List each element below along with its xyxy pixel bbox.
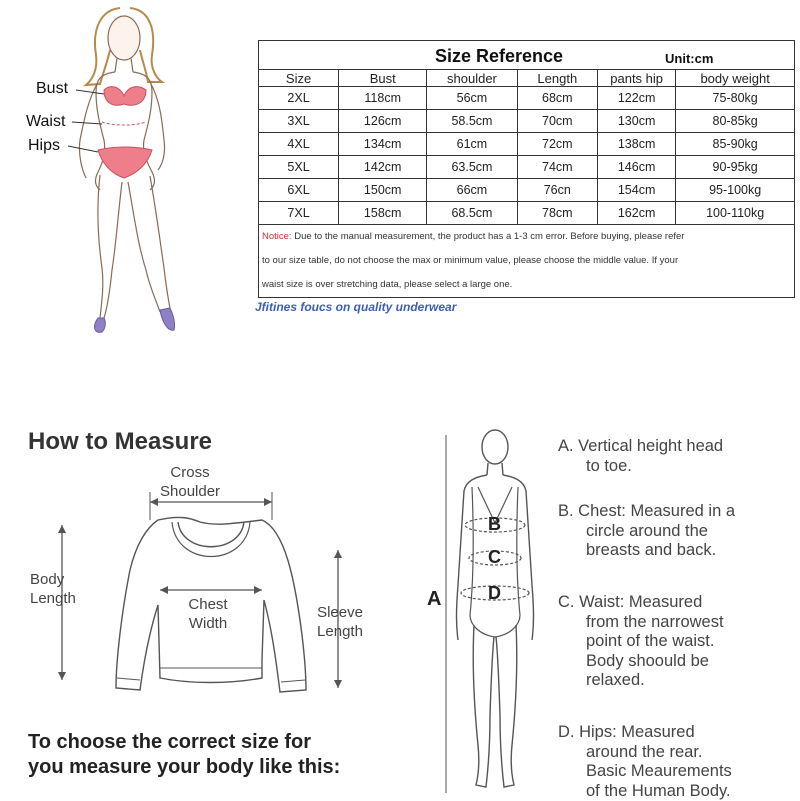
instruction-b: B. Chest: Measured in a circle around the breasts and back. xyxy=(558,502,736,559)
cell-body-weight: 75-80kg xyxy=(676,87,795,110)
instruction-d: D. Hips: Measured around the rear. Basic Meaurements of the Human Body. xyxy=(558,723,732,800)
table-row xyxy=(259,156,795,179)
letter-b-label: B xyxy=(488,514,501,534)
col-header-length: Length xyxy=(517,70,597,87)
instruction-a: A. Vertical height head to toe. xyxy=(558,437,724,475)
notice-line-1 xyxy=(259,225,794,249)
cell-length: 74cm xyxy=(517,156,597,179)
col-header-pants-hip: pants hip xyxy=(597,70,675,87)
body-length-label: Body Length xyxy=(30,571,76,607)
letter-d-label: D xyxy=(488,583,501,603)
cell-size: 6XL xyxy=(259,179,339,202)
cell-pants-hip: 146cm xyxy=(597,156,675,179)
cell-shoulder: 66cm xyxy=(427,179,517,202)
cell-body-weight: 80-85kg xyxy=(676,110,795,133)
cell-bust: 142cm xyxy=(339,156,427,179)
size-reference-table xyxy=(258,40,795,298)
cell-pants-hip: 130cm xyxy=(597,110,675,133)
cell-length: 76cn xyxy=(517,179,597,202)
cell-size: 5XL xyxy=(259,156,339,179)
table-row xyxy=(259,133,795,156)
table-header-row xyxy=(259,70,795,87)
cell-size: 2XL xyxy=(259,87,339,110)
cell-length: 68cm xyxy=(517,87,597,110)
notice-row xyxy=(259,225,795,298)
cell-pants-hip: 154cm xyxy=(597,179,675,202)
letter-c-label: C xyxy=(488,547,501,567)
choose-size-text: To choose the correct size for you measure your body like this: xyxy=(28,731,341,778)
cell-shoulder: 68.5cm xyxy=(427,202,517,225)
col-header-shoulder: shoulder xyxy=(427,70,517,87)
notice-prefix: Notice: xyxy=(262,231,292,242)
col-header-size: Size xyxy=(259,70,339,87)
cell-length: 70cm xyxy=(517,110,597,133)
hips-label: Hips xyxy=(28,137,61,154)
cell-pants-hip: 138cm xyxy=(597,133,675,156)
notice-line-3: waist size is over stretching data, please select a large one. xyxy=(262,279,513,290)
table-title: Size Reference xyxy=(435,46,564,66)
cell-bust: 158cm xyxy=(339,202,427,225)
letter-a-label: A xyxy=(427,588,442,610)
cell-bust: 134cm xyxy=(339,133,427,156)
cell-length: 78cm xyxy=(517,202,597,225)
table-row xyxy=(259,110,795,133)
cell-body-weight: 95-100kg xyxy=(676,179,795,202)
cell-shoulder: 61cm xyxy=(427,133,517,156)
instruction-c: C. Waist: Measured from the narrowest point of the waist. Body shoould be relaxed. xyxy=(558,593,724,689)
cell-bust: 126cm xyxy=(339,110,427,133)
cell-body-weight: 90-95kg xyxy=(676,156,795,179)
col-header-bust: Bust xyxy=(339,70,427,87)
cross-shoulder-label: Cross Shoulder xyxy=(160,464,221,500)
cell-bust: 150cm xyxy=(339,179,427,202)
cell-body-weight: 85-90kg xyxy=(676,133,795,156)
sleeve-length-label: Sleeve Length xyxy=(317,604,363,640)
col-header-body-weight: body weight xyxy=(676,70,795,87)
cell-size: 7XL xyxy=(259,202,339,225)
model-figure xyxy=(0,0,255,345)
cell-shoulder: 58.5cm xyxy=(427,110,517,133)
table-row xyxy=(259,179,795,202)
table-row xyxy=(259,87,795,110)
cell-length: 72cm xyxy=(517,133,597,156)
cell-shoulder: 63.5cm xyxy=(427,156,517,179)
cell-pants-hip: 122cm xyxy=(597,87,675,110)
cell-size: 4XL xyxy=(259,133,339,156)
body-figure-diagram xyxy=(420,425,550,800)
chest-width-label: Chest Width xyxy=(188,596,228,632)
cell-size: 3XL xyxy=(259,110,339,133)
unit-label: Unit:cm xyxy=(665,51,714,66)
cell-pants-hip: 162cm xyxy=(597,202,675,225)
table-body xyxy=(259,87,795,225)
how-to-measure-title: How to Measure xyxy=(28,428,213,455)
table-row xyxy=(259,202,795,225)
cell-shoulder: 56cm xyxy=(427,87,517,110)
notice-line-2: to our size table, do not choose the max or minimum value, please choose the middle value. If your xyxy=(262,255,679,266)
table-title-row xyxy=(259,41,795,70)
cell-body-weight: 100-110kg xyxy=(676,202,795,225)
waist-label: Waist xyxy=(26,113,66,130)
notice-text-1: Due to the manual measurement, the product has a 1-3 cm error. Before buying, please refer xyxy=(291,231,685,242)
bust-label: Bust xyxy=(36,80,69,97)
cell-bust: 118cm xyxy=(339,87,427,110)
model-figure-drawing xyxy=(0,0,255,345)
brand-slogan: Jfitines foucs on quality underwear xyxy=(255,300,457,314)
